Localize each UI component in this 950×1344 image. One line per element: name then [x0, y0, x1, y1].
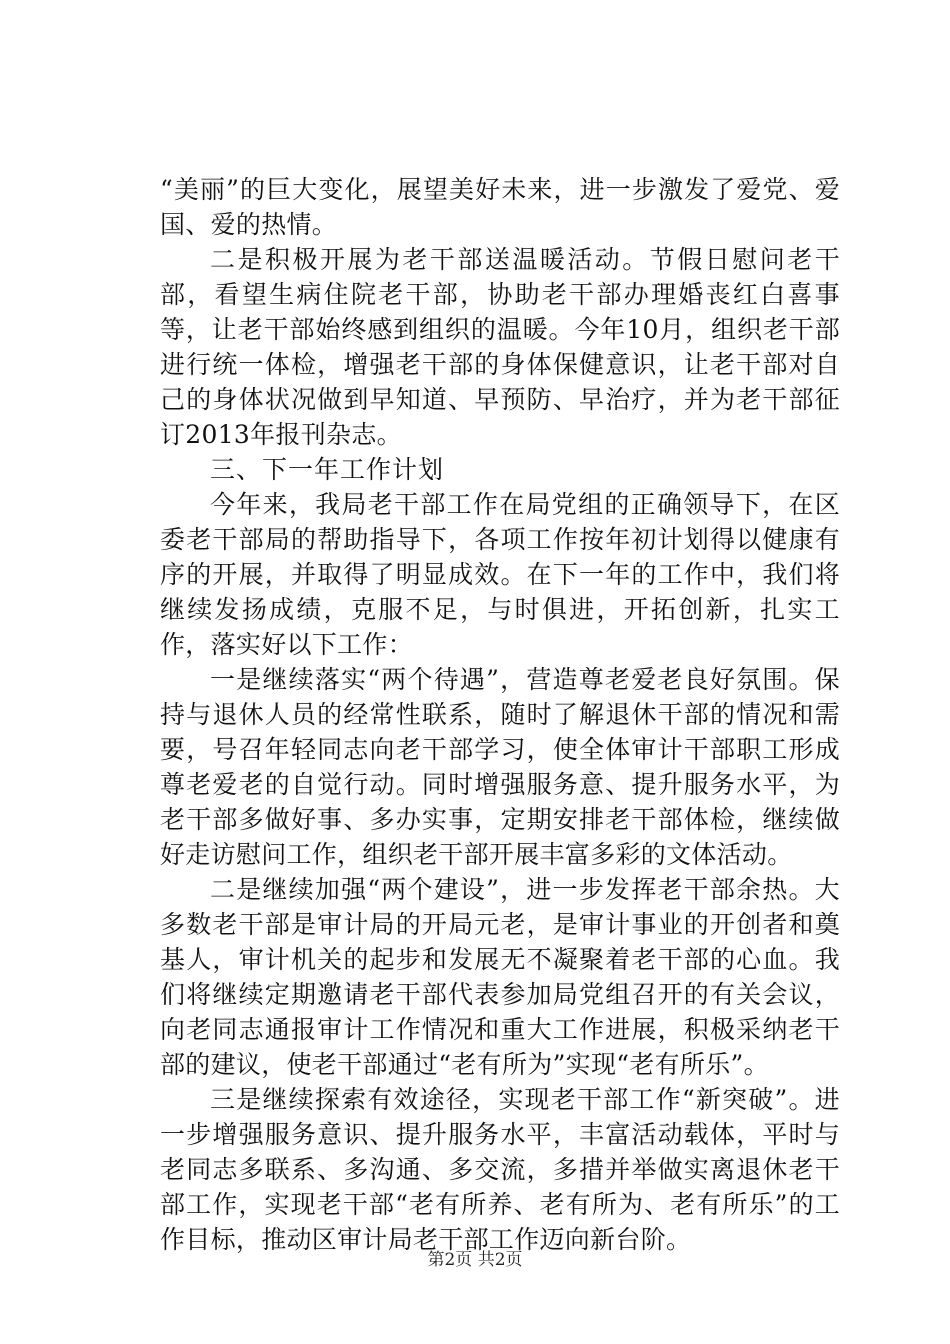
paragraph-plan-item-2: 二是继续加强“两个建设”，进一步发挥老干部余热。大多数老干部是审计局的开局元老，是审计事业的开创者和奠基人，审计机关的起步和发展无不凝聚着老干部的心血。我们将继续定期邀请老干部代表参加局党组召开的有关会议，向老同志通报审计工作情况和重大工作进展，积极采纳老干部的建议，使老干部通过“老有所为”实现“老有所乐”。	[160, 875, 840, 1079]
page-number-footer: 第2页 共2页	[427, 1250, 523, 1270]
paragraph-plan-item-3: 三是继续探索有效途径，实现老干部工作“新突破”。进一步增强服务意识、提升服务水平，丰富活动载体，平时与老同志多联系、多沟通、多交流，多措并举做实离退休老干部工作，实现老干部“老有所养、老有所为、老有所乐”的工作目标，推动区审计局老干部工作迈向新台阶。	[160, 1085, 840, 1254]
section-heading-next-year-plan: 三、下一年工作计划	[210, 455, 445, 484]
document-body	[160, 172, 840, 1257]
paragraph-plan-intro: 今年来，我局老干部工作在局党组的正确领导下，在区委老干部局的帮助指导下，各项工作按年初计划得以健康有序的开展，并取得了明显成效。在下一年的工作中，我们将继续发扬成绩，克服不足，与时俱进，开拓创新，扎实工作，落实好以下工作：	[160, 490, 840, 659]
paragraph-warmth-activities: 二是积极开展为老干部送温暖活动。节假日慰问老干部，看望生病住院老干部，协助老干部办理婚丧红白喜事等，让老干部始终感到组织的温暖。今年10月，组织老干部进行统一体检，增强老干部的身体保健意识，让老干部对自己的身体状况做到早知道、早预防、早治疗，并为老干部征订2013年报刊杂志。	[160, 245, 840, 449]
paragraph-plan-item-1: 一是继续落实“两个待遇”，营造尊老爱老良好氛围。保持与退休人员的经常性联系，随时了解退休干部的情况和需要，号召年轻同志向老干部学习，使全体审计干部职工形成尊老爱老的自觉行动。同时增强服务意、提升服务水平，为老干部多做好事、多办实事，定期安排老干部体检，继续做好走访慰问工作，组织老干部开展丰富多彩的文体活动。	[160, 665, 840, 869]
paragraph-continuation: “美丽”的巨大变化，展望美好未来，进一步激发了爱党、爱国、爱的热情。	[160, 175, 840, 239]
